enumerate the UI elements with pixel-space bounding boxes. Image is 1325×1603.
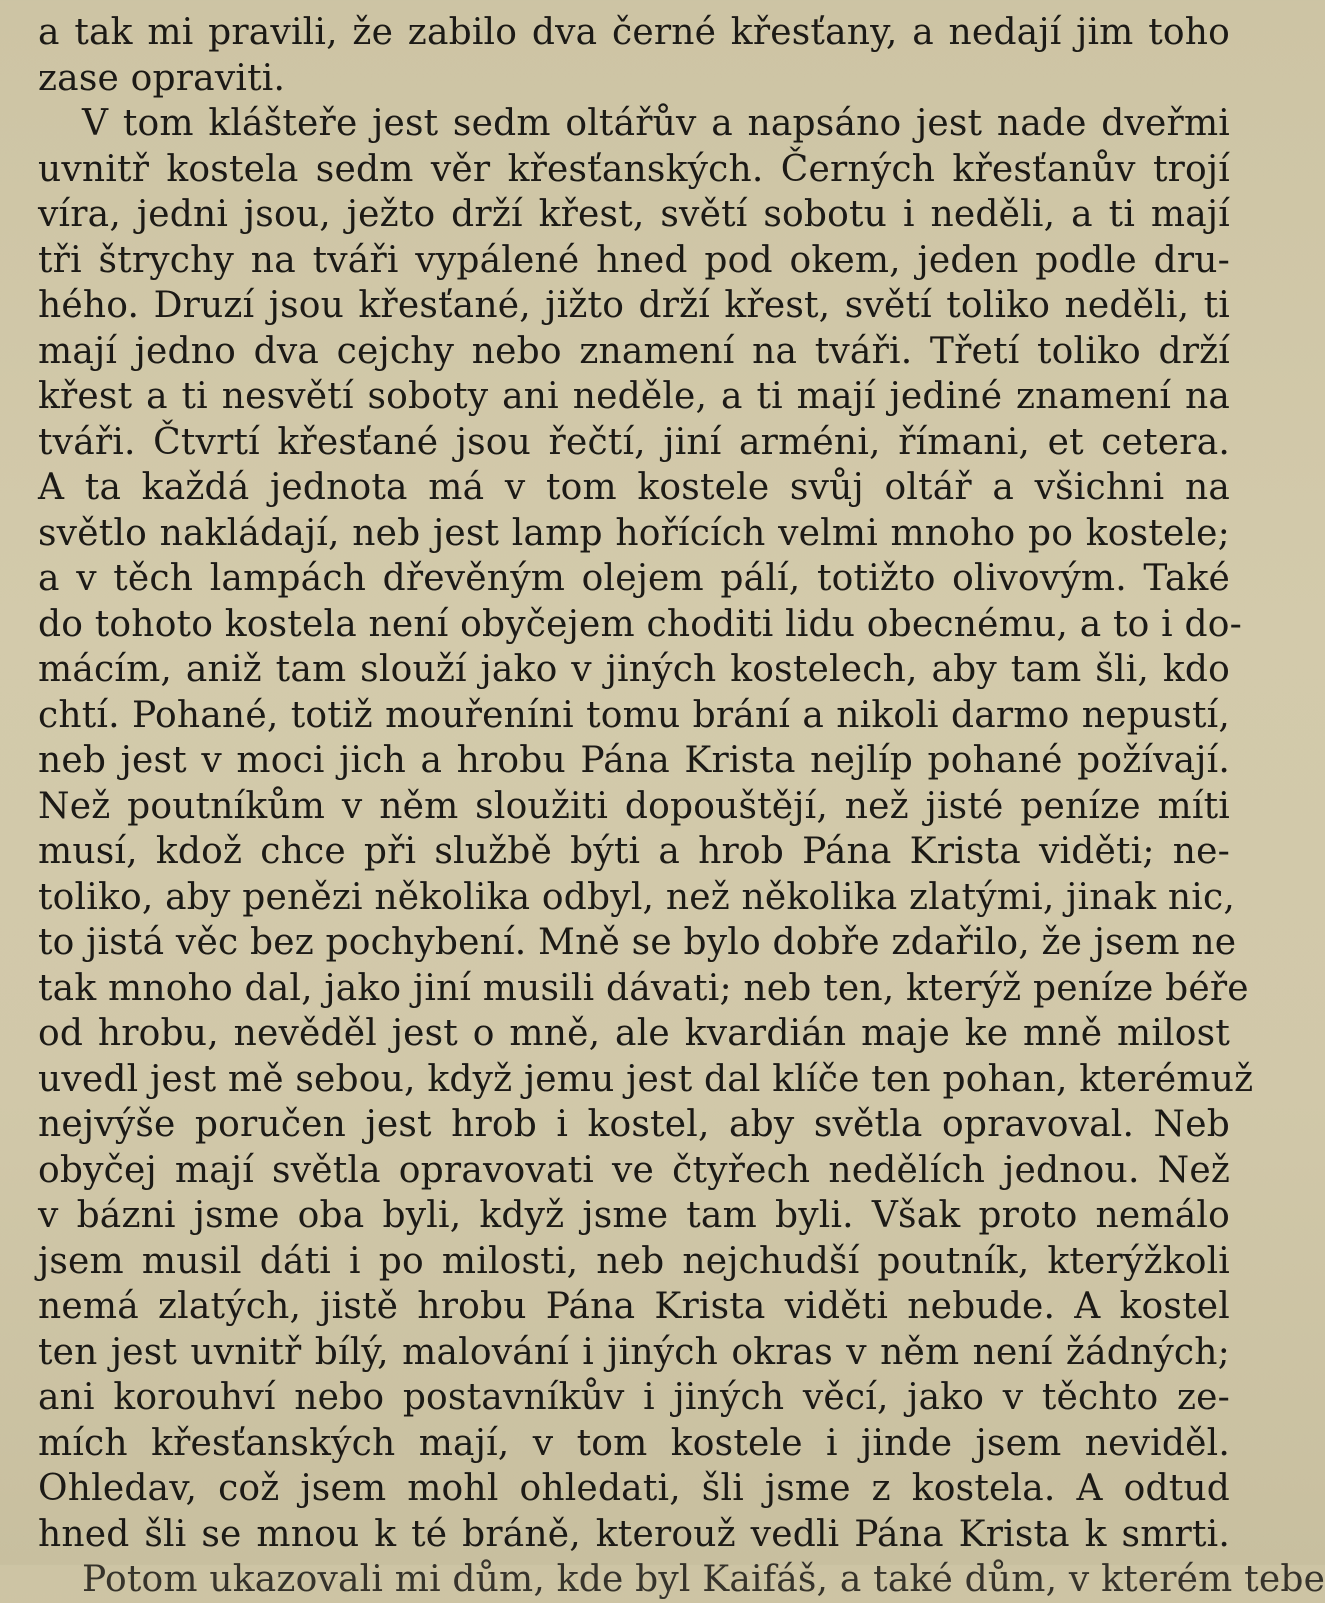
text-line-20: toliko, aby penězi několika odbyl, než několika zlatými, jinak nic, (38, 876, 1236, 918)
text-line-10: tváři. Čtvrtí křesťané jsou řečtí, jiní arméni, římani, et cetera. (38, 421, 1230, 463)
text-line-16: chtí. Pohané, totiž mouřeníni tomu brání a nikoli darmo nepustí, (38, 694, 1230, 736)
text-line-3: V tom klášteře jest sedm oltářův a napsáno jest nade dveřmi (82, 103, 1230, 144)
text-line-23: od hrobu, nevěděl jest o mně, ale kvardián maje ke mně milost (38, 1013, 1230, 1054)
text-line-2: zase opraviti. (38, 57, 286, 99)
text-line-18: Než poutníkům v něm sloužiti dopouštějí, než jisté peníze míti (38, 785, 1230, 827)
text-line-17: neb jest v moci jich a hrobu Pána Krista nejlíp pohané požívají. (38, 740, 1230, 781)
text-line-35-partial: Potom ukazovali mi dům, kde byl Kaifáš, a také dům, v kterém tebe (82, 1559, 1325, 1600)
text-line-8: mají jedno dva cejchy nebo znamení na tváři. Třetí toliko drží (38, 330, 1230, 372)
text-line-31: ani korouhví nebo postavníkův i jiných věcí, jako v těchto ze- (38, 1377, 1230, 1418)
text-line-27: v bázni jsme oba byli, když jsme tam byli. Však proto nemálo (38, 1195, 1230, 1236)
text-line-29: nemá zlatých, jistě hrobu Pána Krista viděti nebude. A kostel (38, 1286, 1230, 1327)
text-line-6: tři štrychy na tváři vypálené hned pod okem, jeden podle dru- (38, 239, 1230, 281)
text-line-11: A ta každá jednota má v tom kostele svůj oltář a všichni na (38, 467, 1230, 508)
text-line-4: uvnitř kostela sedm věr křesťanských. Černých křesťanův trojí (38, 148, 1230, 190)
text-line-28: jsem musil dáti i po milosti, neb nejchudší poutník, kterýžkoli (38, 1240, 1230, 1282)
text-line-26: obyčej mají světla opravovati ve čtyřech nedělích jednou. Než (38, 1149, 1230, 1191)
text-line-30: ten jest uvnitř bílý, malování i jiných okras v něm není žádných; (38, 1331, 1230, 1373)
text-line-9: křest a ti nesvětí soboty ani neděle, a ti mají jediné znamení na (38, 376, 1230, 417)
text-line-15: mácím, aniž tam slouží jako v jiných kostelech, aby tam šli, kdo (38, 649, 1230, 690)
text-line-25: nejvýše poručen jest hrob i kostel, aby světla opravoval. Neb (38, 1104, 1230, 1145)
text-line-12: světlo nakládají, neb jest lamp hořících velmi mnoho po kostele; (38, 512, 1230, 554)
text-line-24: uvedl jest mě sebou, když jemu jest dal klíče ten pohan, kterémuž (38, 1058, 1254, 1100)
text-line-14: do tohoto kostela není obyčejem choditi lidu obecnému, a to i do- (38, 603, 1243, 645)
text-line-5: víra, jedni jsou, ježto drží křest, světí sobotu i neděli, a ti mají (38, 194, 1230, 235)
text-line-33: Ohledav, což jsem mohl ohledati, šli jsme z kostela. A odtud (38, 1468, 1230, 1509)
text-line-1: a tak mi pravili, že zabilo dva černé křesťany, a nedají jim toho (38, 12, 1230, 53)
text-line-34: hned šli se mnou k té bráně, kterouž vedli Pána Krista k smrti. (38, 1513, 1230, 1555)
text-line-21: to jistá věc bez pochybení. Mně se bylo dobře zdařilo, že jsem ne (38, 922, 1237, 963)
text-line-7: hého. Druzí jsou křesťané, jižto drží křest, světí toliko neděli, ti (38, 285, 1230, 326)
page-text (38, 10, 1325, 1600)
text-line-22: tak mnoho dal, jako jiní musili dávati; neb ten, kterýž peníze béře (38, 967, 1249, 1009)
text-line-32: mích křesťanských mají, v tom kostele i jinde jsem neviděl. (38, 1422, 1230, 1464)
text-line-13: a v těch lampách dřevěným olejem pálí, totižto olivovým. Také (38, 558, 1230, 599)
text-line-19: musí, kdož chce při službě býti a hrob Pána Krista viděti; ne- (38, 831, 1230, 872)
